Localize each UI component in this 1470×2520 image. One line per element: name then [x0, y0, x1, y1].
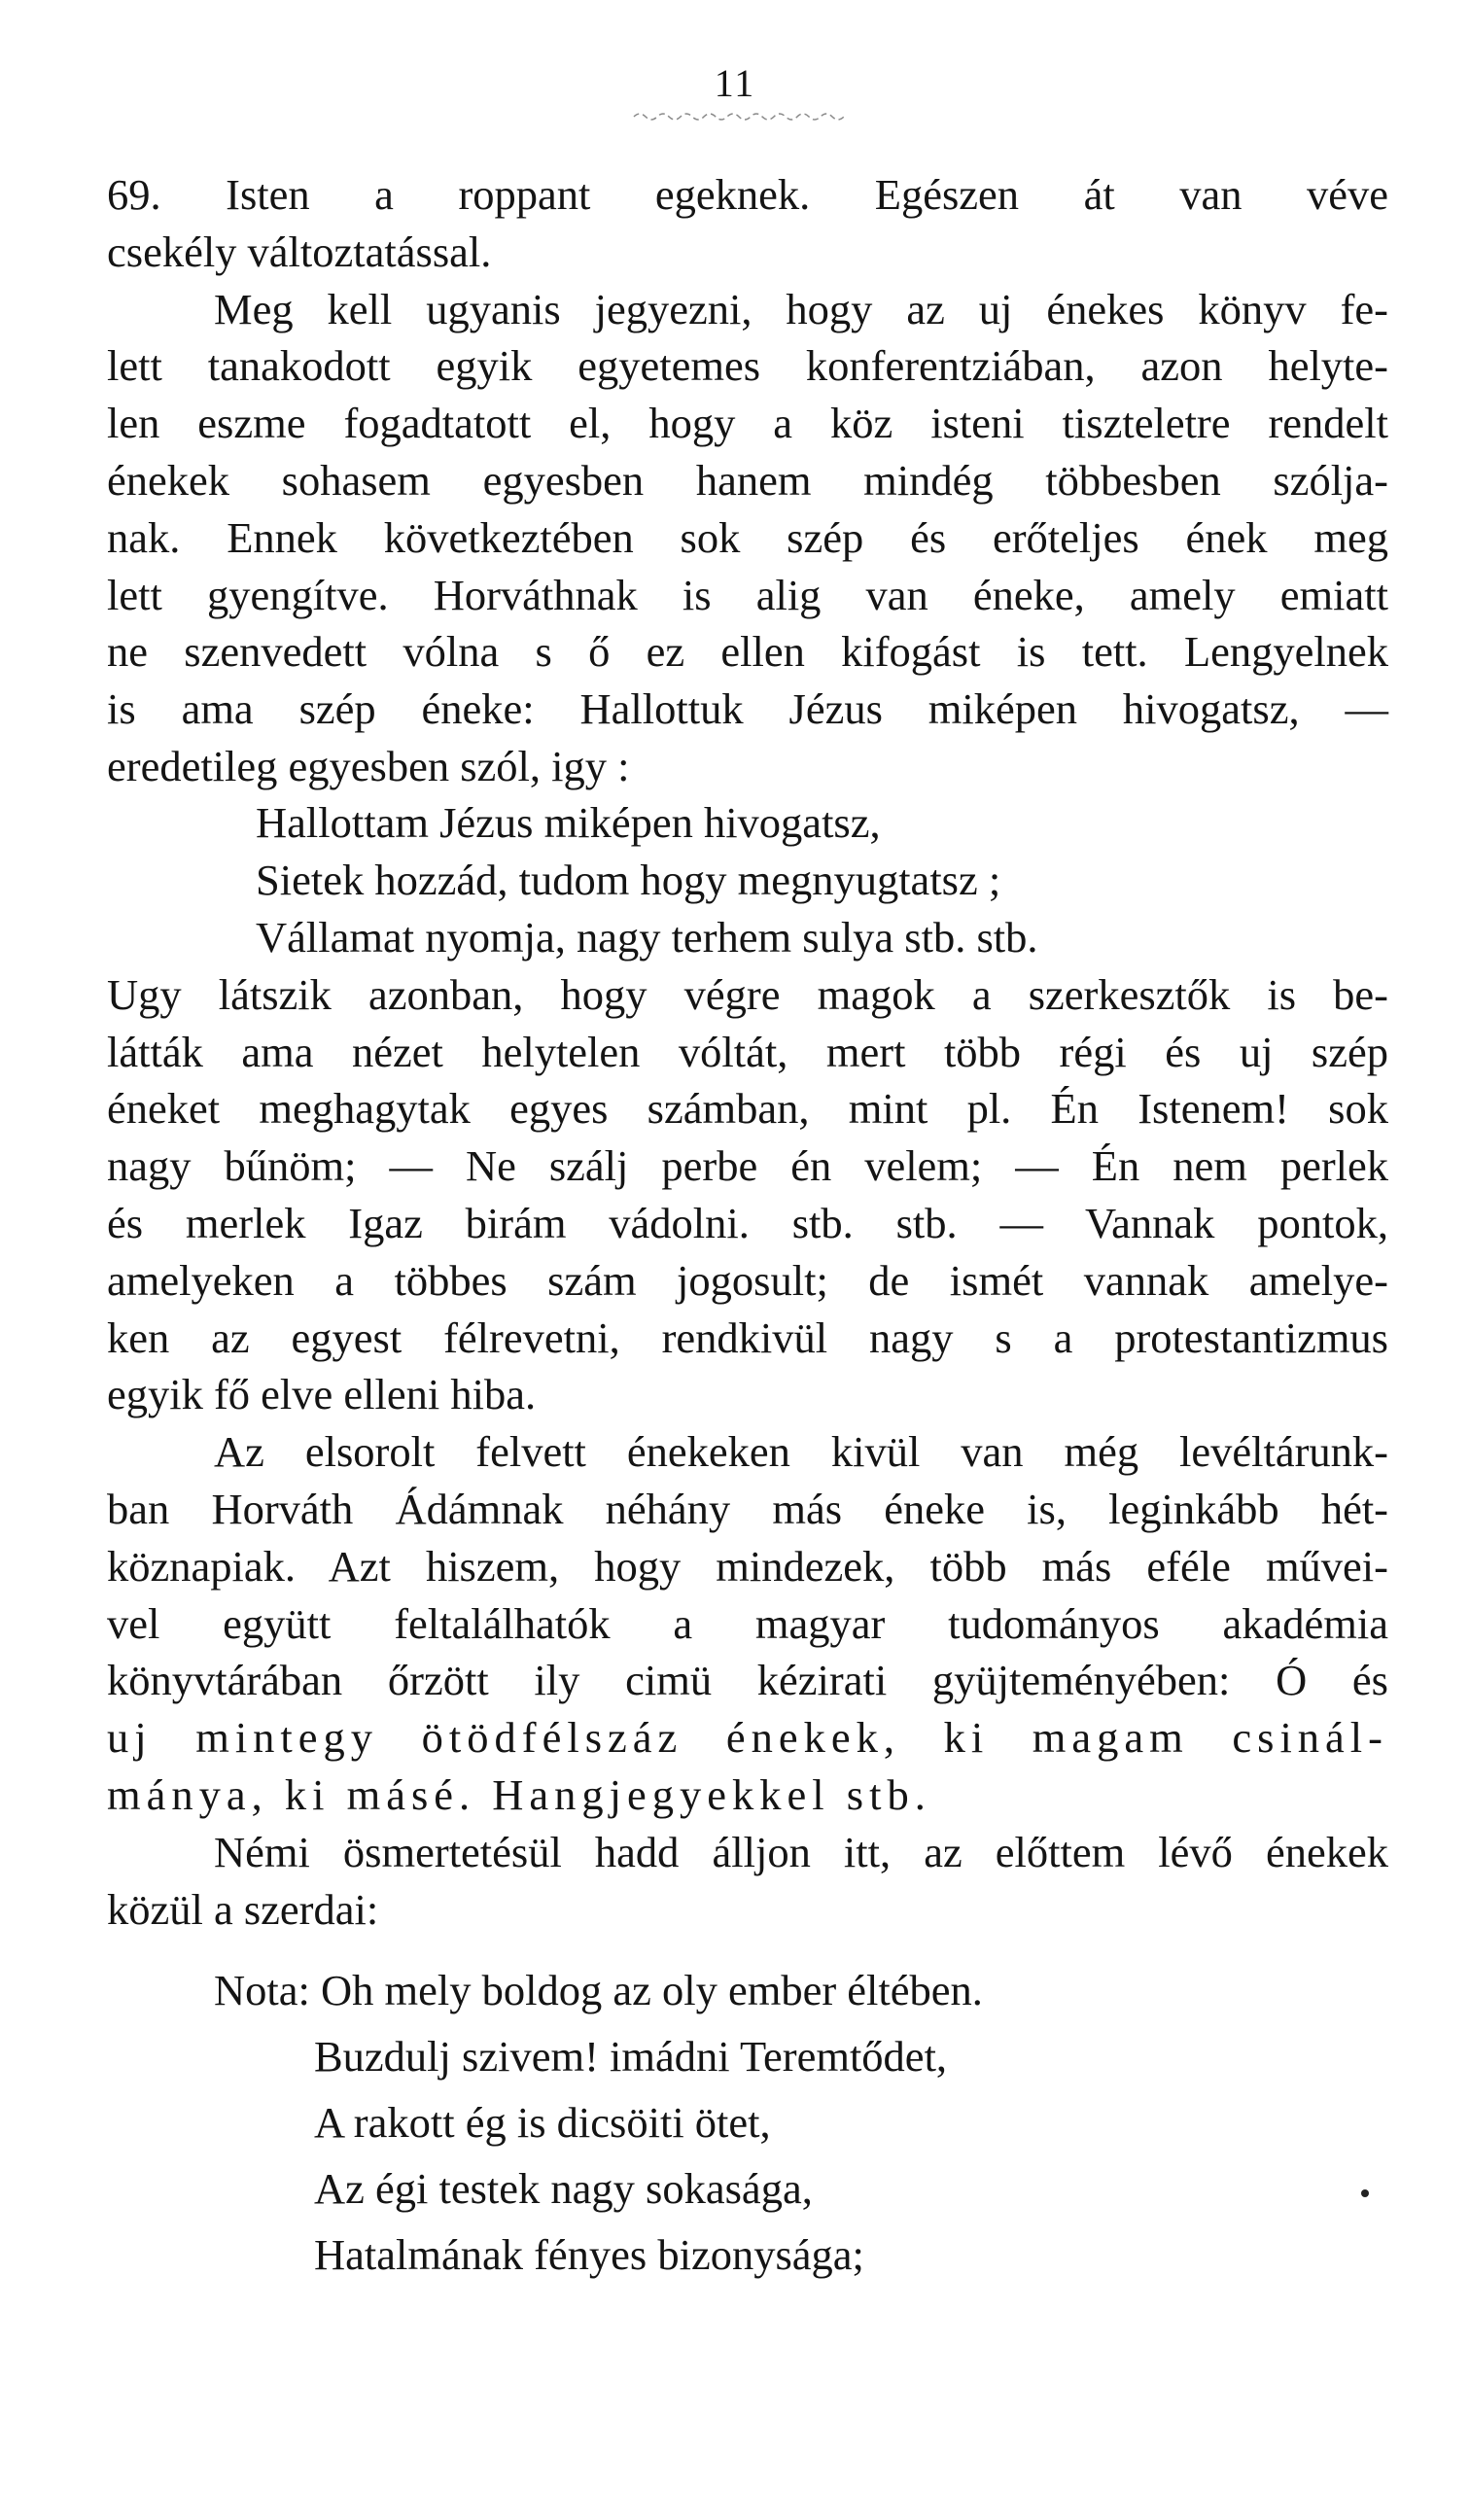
text-line: köznapiak. Azt hiszem, hogy mindezek, több más eféle művei- — [107, 1542, 1388, 1591]
text-line: len eszme fogadtatott el, hogy a köz isteni tiszteletre rendelt — [107, 399, 1388, 447]
text-line: és merlek Igaz birám vádolni. stb. stb. — Vannak pontok, — [107, 1199, 1388, 1247]
text-line: ban Horváth Ádámnak néhány más éneke is, leginkább hét- — [107, 1485, 1388, 1533]
text-line: énekek sohasem egyesben hanem mindég többesben szólja- — [107, 456, 1388, 505]
text-line: vel együtt feltalálhatók a magyar tudományos akadémia — [107, 1599, 1388, 1648]
page-number: 11 — [714, 61, 756, 105]
text-line: mánya, ki másé. Hangjegyekkel stb. — [107, 1770, 931, 1819]
decorative-rule — [632, 109, 856, 122]
text-line: is ama szép éneke: Hallottuk Jézus miképen hivogatsz, — — [107, 684, 1388, 733]
text-line: Az elsorolt felvett énekeken kivül van még levéltárunk- — [214, 1427, 1388, 1476]
text-line: ken az egyest félrevetni, rendkivül nagy s a protestantizmus — [107, 1313, 1388, 1362]
text-line: éneket meghagytak egyes számban, mint pl. Én Istenem! sok — [107, 1084, 1388, 1133]
text-line: ne szenvedett vólna s ő ez ellen kifogást is tett. Lengyelnek — [107, 627, 1388, 676]
hymn-verse-line: Az égi testek nagy sokasága, — [314, 2164, 813, 2213]
melody-note-line: Nota: Oh mely boldog az oly ember éltében. — [214, 1966, 983, 2014]
text-line: lett gyengítve. Horváthnak is alig van éneke, amely emiatt — [107, 571, 1388, 619]
text-line: nagy bűnöm; — Ne szálj perbe én velem; — Én nem perlek — [107, 1141, 1388, 1190]
hymn-verse-line: Hatalmának fényes bizonysága; — [314, 2230, 864, 2279]
text-line: nak. Ennek következtében sok szép és erőteljes ének meg — [107, 513, 1388, 562]
text-line: csekély változtatással. — [107, 228, 492, 276]
text-line: közül a szerdai: — [107, 1885, 379, 1934]
text-line: 69. Isten a roppant egeknek. Egészen át van véve — [107, 170, 1388, 219]
text-line: Némi ösmertetésül hadd álljon itt, az előttem lévő énekek — [214, 1828, 1388, 1876]
text-line: látták ama nézet helytelen vóltát, mert több régi és uj szép — [107, 1028, 1388, 1076]
text-line: Meg kell ugyanis jegyezni, hogy az uj énekes könyv fe- — [214, 285, 1388, 333]
quoted-verse-line: Vállamat nyomja, nagy terhem sulya stb. stb. — [256, 913, 1038, 962]
text-line: Ugy látszik azonban, hogy végre magok a szerkesztők is be- — [107, 970, 1388, 1019]
text-line: egyik fő elve elleni hiba. — [107, 1370, 537, 1418]
text-line: lett tanakodott egyik egyetemes konferentziában, azon helyte- — [107, 341, 1388, 390]
hymn-verse-line: Buzdulj szivem! imádni Teremtődet, — [314, 2032, 948, 2081]
text-line: amelyeken a többes szám jogosult; de ismét vannak amelye- — [107, 1256, 1388, 1305]
text-line: könyvtárában őrzött ily cimü kézirati gyüjteményében: Ó és — [107, 1656, 1388, 1704]
text-line: eredetileg egyesben szól, igy : — [107, 742, 630, 790]
text-line: uj mintegy ötödfélszáz énekek, ki magam csinál- — [107, 1713, 1388, 1762]
quoted-verse-line: Hallottam Jézus miképen hivogatsz, — [256, 798, 881, 847]
quoted-verse-line: Sietek hozzád, tudom hogy megnyugtatsz ; — [256, 856, 1001, 904]
ink-dot — [1361, 2189, 1369, 2197]
hymn-verse-line: A rakott ég is dicsöiti ötet, — [314, 2098, 771, 2147]
